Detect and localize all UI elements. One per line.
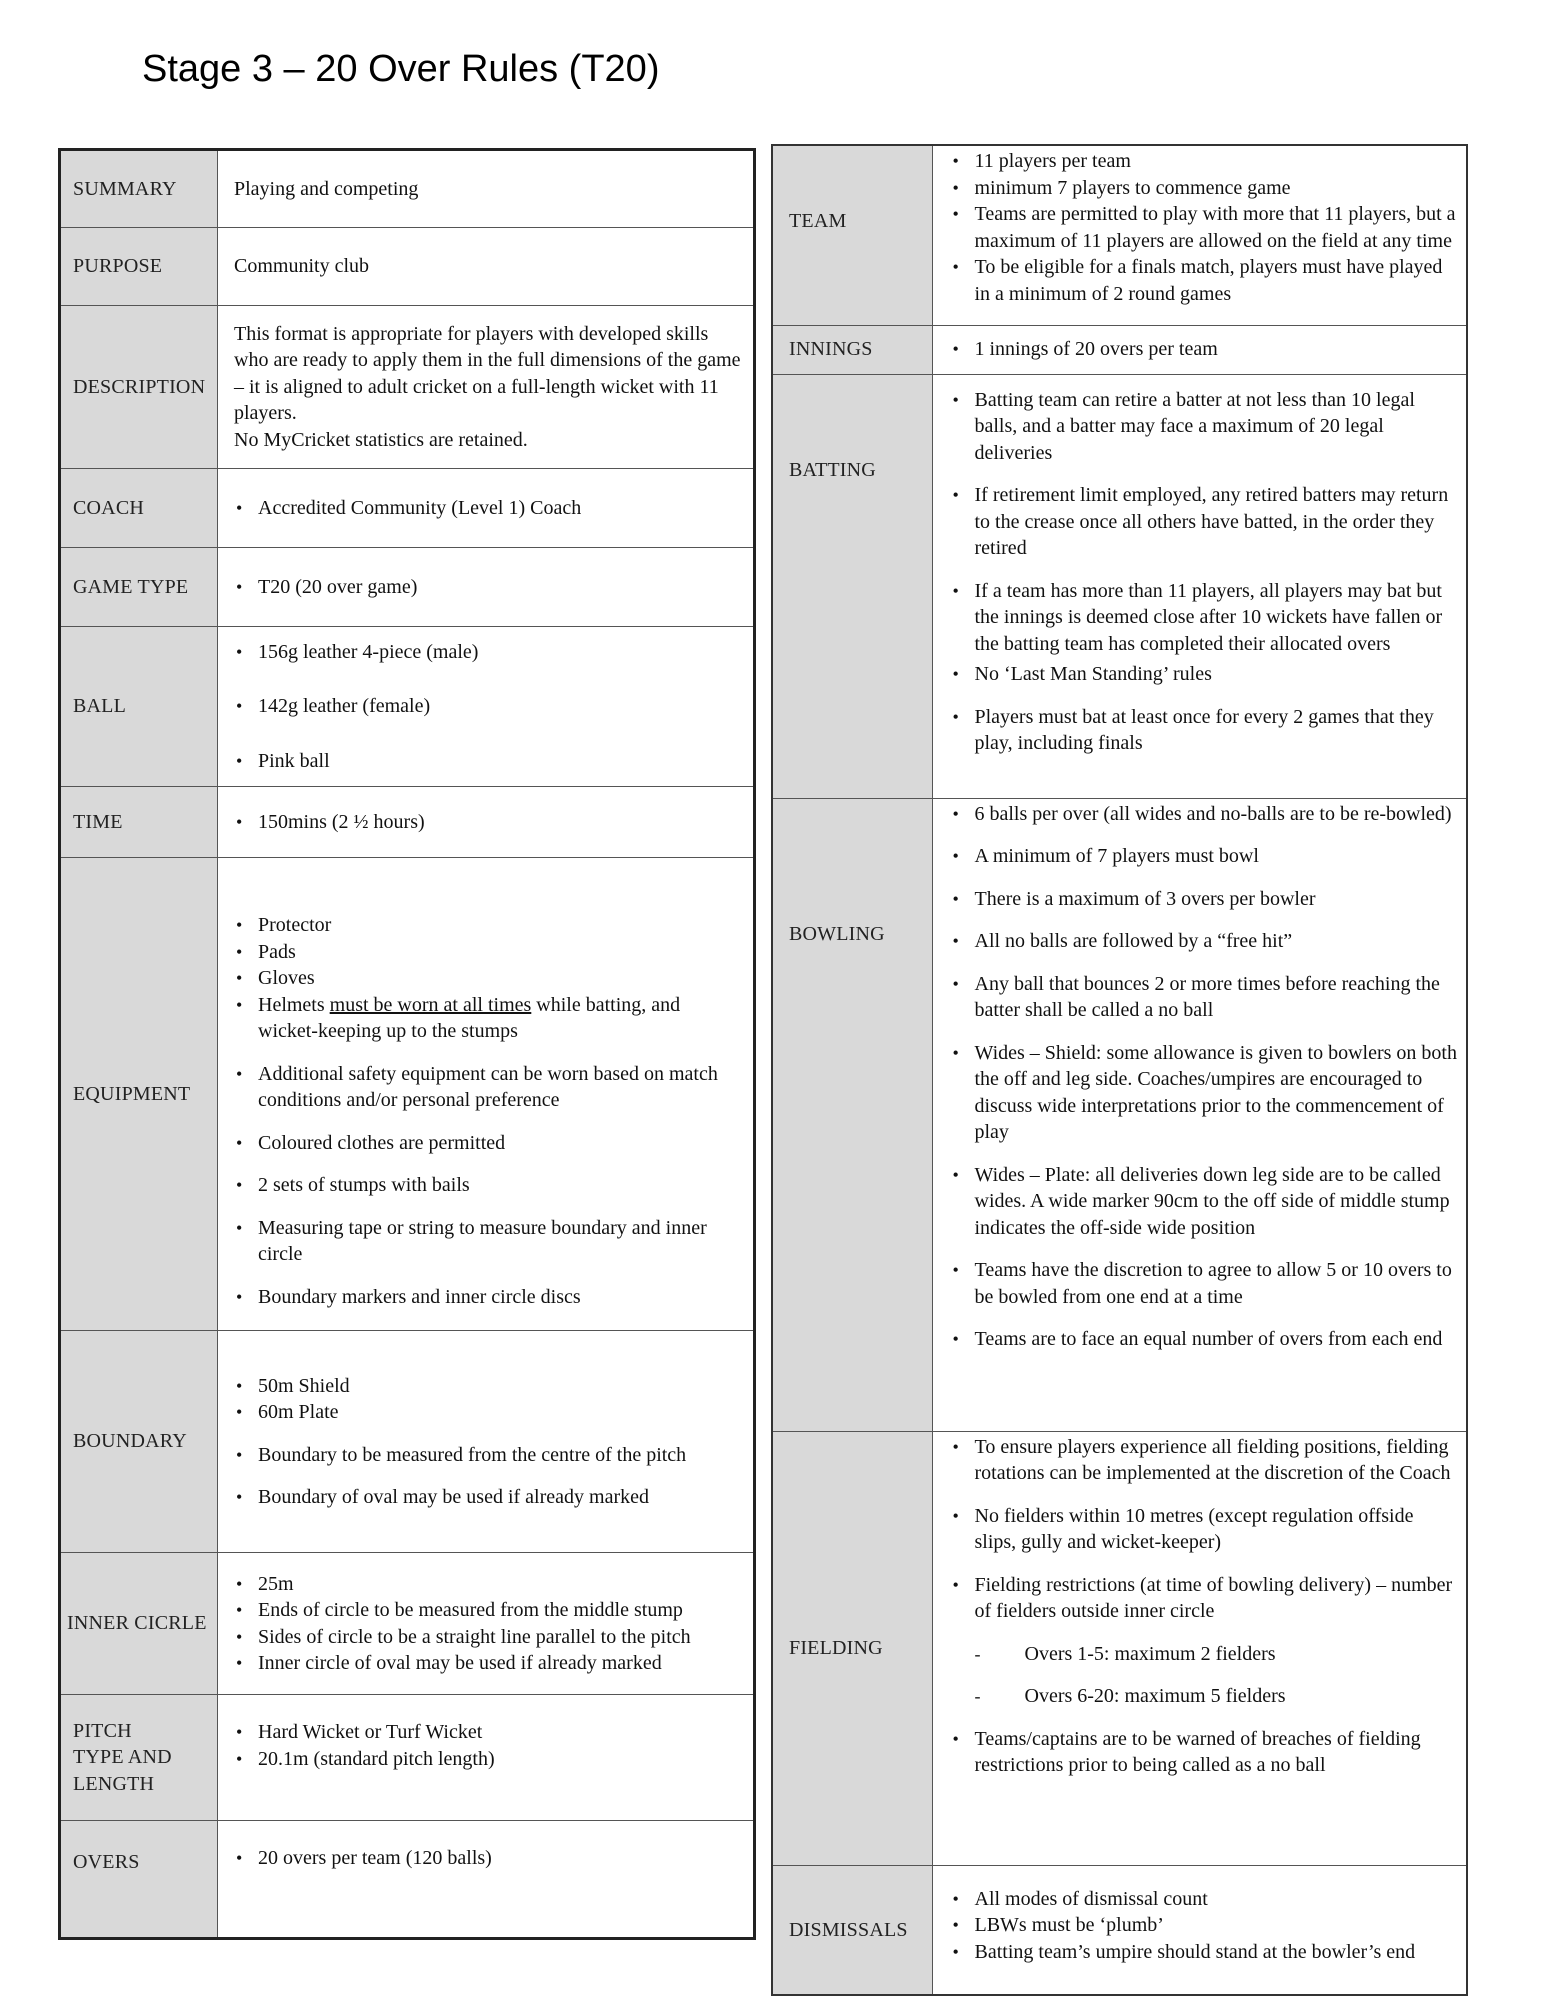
fielding-label: FIELDING [772,1431,932,1865]
overs-label: OVERS [60,1821,218,1939]
row-coach [60,469,755,548]
innings-label: INNINGS [772,325,932,374]
summary-label: SUMMARY [60,150,218,228]
coach-label: COACH [60,469,218,548]
list-item: • All no balls are followed by a “free hit” [951,928,1459,955]
bowling-label: BOWLING [772,798,932,1431]
list-item: • No ‘Last Man Standing’ rules [951,661,1459,688]
rules-table-right [771,144,1468,1996]
list-item: • 142g leather (female) [234,693,743,720]
description-label: DESCRIPTION [60,306,218,469]
row-game-type [60,548,755,627]
list-item: • 60m Plate [234,1399,743,1426]
pitch-label-line-3: LENGTH [73,1772,155,1795]
description-text: This format is appropriate for players with developed skills who are ready to apply them in the full dimensions of the game – it is aligned to adult cricket on a full-length wicket with 11 players. [234,322,741,425]
row-dismissals [772,1865,1467,1995]
list-item: • 20 overs per team (120 balls) [234,1845,743,1872]
row-boundary [60,1331,755,1553]
row-pitch [60,1695,755,1821]
list-item: • There is a maximum of 3 overs per bowler [951,886,1459,913]
list-item: • Pink ball [234,748,743,775]
row-batting [772,374,1467,798]
list-item: • Measuring tape or string to measure boundary and inner circle [234,1215,743,1268]
list-item: • Boundary to be measured from the centre of the pitch [234,1442,743,1469]
row-ball [60,627,755,787]
row-description [60,306,755,469]
pitch-label-line-2: TYPE AND [73,1746,172,1769]
time-label: TIME [60,787,218,858]
dismissals-label: DISMISSALS [772,1865,932,1995]
row-time [60,787,755,858]
page-title: Stage 3 – 20 Over Rules (T20) [142,48,660,90]
row-bowling [772,798,1467,1431]
inner-circle-label: INNER CICRLE [60,1553,218,1695]
helmet-text-underline: must be worn at all times [329,993,532,1016]
list-item: • A minimum of 7 players must bowl [951,843,1459,870]
list-item: • LBWs must be ‘plumb’ [951,1912,1459,1939]
list-item: • 2 sets of stumps with bails [234,1172,743,1199]
boundary-label: BOUNDARY [60,1331,218,1553]
list-item: • Protector [234,912,743,939]
description-note: No MyCricket statistics are retained. [234,428,528,451]
list-item: - Overs 6-20: maximum 5 fielders [951,1683,1459,1710]
row-purpose [60,228,755,306]
list-item: • Wides – Plate: all deliveries down leg side are to be called wides. A wide marker 90cm to the off side of middle stump indicates the off-side wide position [951,1162,1459,1242]
list-item: • Batting team’s umpire should stand at the bowler’s end [951,1939,1459,1966]
team-label: TEAM [772,145,932,325]
list-item: • Teams/captains are to be warned of breaches of fielding restrictions prior to being called as a no ball [951,1726,1459,1779]
list-item: • Any ball that bounces 2 or more times before reaching the batter shall be called a no ball [951,971,1459,1024]
row-overs [60,1821,755,1939]
list-item: • Boundary markers and inner circle discs [234,1284,743,1311]
list-item: • Gloves [234,965,743,992]
summary-value: Playing and competing [218,150,755,228]
list-item: • Boundary of oval may be used if already marked [234,1484,743,1511]
list-item: • To be eligible for a finals match, players must have played in a minimum of 2 round games [951,254,1459,307]
list-item: • 150mins (2 ½ hours) [234,809,743,836]
purpose-label: PURPOSE [60,228,218,306]
list-item: • Accredited Community (Level 1) Coach [234,495,743,522]
list-item: • To ensure players experience all fielding positions, fielding rotations can be implemented at the discretion of the Coach [951,1434,1459,1487]
ball-label: BALL [60,627,218,787]
list-item: • Teams are permitted to play with more that 11 players, but a maximum of 11 players are allowed on the field at any time [951,201,1459,254]
list-item: • T20 (20 over game) [234,574,743,601]
list-item: • All modes of dismissal count [951,1886,1459,1913]
list-item: • Wides – Shield: some allowance is given to bowlers on both the off and leg side. Coaches/umpires are encouraged to discuss wide interpretations prior to the commencement of play [951,1040,1459,1146]
purpose-value: Community club [218,228,755,306]
row-fielding [772,1431,1467,1865]
list-item: • 156g leather 4-piece (male) [234,639,743,666]
list-item: • Fielding restrictions (at time of bowling delivery) – number of fielders outside inner circle [951,1572,1459,1625]
list-item: • 50m Shield [234,1373,743,1400]
list-item: • Batting team can retire a batter at not less than 10 legal balls, and a batter may face a maximum of 20 legal deliveries [951,387,1459,467]
list-item: • 1 innings of 20 overs per team [951,336,1459,363]
list-item: • Inner circle of oval may be used if already marked [234,1650,743,1677]
list-item-helmets [234,992,743,1045]
row-equipment [60,858,755,1331]
list-item: • Additional safety equipment can be worn based on match conditions and/or personal preference [234,1061,743,1114]
list-item: • Coloured clothes are permitted [234,1130,743,1157]
list-item: • 11 players per team [951,148,1459,175]
list-item: • Hard Wicket or Turf Wicket [234,1719,743,1746]
list-item: • 25m [234,1571,743,1598]
list-item: • Ends of circle to be measured from the middle stump [234,1597,743,1624]
list-item: • If retirement limit employed, any retired batters may return to the crease once all others have batted, in the order they retired [951,482,1459,562]
list-item: • No fielders within 10 metres (except regulation offside slips, gully and wicket-keeper) [951,1503,1459,1556]
row-summary [60,150,755,228]
list-item: • Teams have the discretion to agree to allow 5 or 10 overs to be bowled from one end at a time [951,1257,1459,1310]
list-item: • Teams are to face an equal number of overs from each end [951,1326,1459,1353]
list-item: • 20.1m (standard pitch length) [234,1746,743,1773]
equipment-label: EQUIPMENT [60,858,218,1331]
pitch-label-line-1: PITCH [73,1719,132,1742]
list-item: • Players must bat at least once for every 2 games that they play, including finals [951,704,1459,757]
game-type-label: GAME TYPE [60,548,218,627]
list-item: • minimum 7 players to commence game [951,175,1459,202]
rules-table-left [58,148,756,1940]
list-item: - Overs 1-5: maximum 2 fielders [951,1641,1459,1668]
helmet-text-pre: Helmets [258,993,330,1016]
list-item: • 6 balls per over (all wides and no-balls are to be re-bowled) [951,801,1459,828]
batting-label: BATTING [772,374,932,798]
row-team [772,145,1467,325]
row-inner-circle [60,1553,755,1695]
helmet-text-post: while batting, and wicket-keeping up to the stumps [258,993,681,1042]
list-item: • Pads [234,939,743,966]
list-item: • Sides of circle to be a straight line parallel to the pitch [234,1624,743,1651]
row-innings [772,325,1467,374]
list-item: • If a team has more than 11 players, all players may bat but the innings is deemed close after 10 wickets have fallen or the batting team has completed their allocated overs [951,578,1459,658]
